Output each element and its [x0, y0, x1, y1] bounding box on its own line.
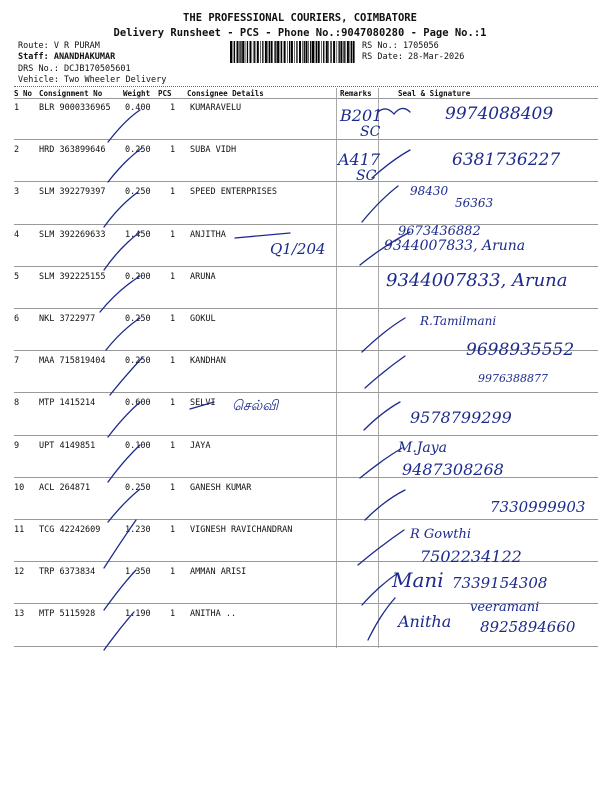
drs-number: DRS No.: DCJB170505601: [18, 64, 131, 74]
col-remarks: Remarks: [340, 89, 372, 98]
hw-r13-name: veeramani: [470, 600, 540, 615]
row-sno: 3: [14, 187, 20, 198]
row-consignee: JAYA: [190, 440, 211, 451]
row-pcs: 1: [170, 314, 176, 324]
col-consignee: Consignee Details: [187, 89, 264, 98]
hw-r4-phone: 9673436882: [398, 224, 481, 239]
row-consignee: ANJITHA: [190, 229, 226, 240]
hw-r2-phone: 6381736227: [452, 150, 561, 170]
hw-r4-note: Q1/204: [270, 240, 326, 258]
row-consignment-no: BLR 9000336965: [39, 103, 111, 113]
row-consignment-no: UPT 4149851: [39, 440, 96, 451]
hw-r10-phone: 7330999903: [490, 498, 586, 516]
row-consignment-no: MTP 5115928: [39, 609, 96, 620]
hw-r4-line2: 9344007833, Aruna: [384, 238, 526, 254]
row-weight: 0.250: [125, 187, 151, 198]
hw-r6-sign: R.Tamilmani: [420, 314, 497, 328]
row-weight: 1.190: [125, 609, 151, 620]
row-pcs: 1: [170, 482, 176, 493]
row-consignee: SELVI: [190, 398, 216, 409]
hw-r1-phone: 9974088409: [445, 104, 554, 124]
row-weight: 0.250: [125, 314, 151, 324]
row-pcs: 1: [170, 567, 176, 578]
row-weight: 1.230: [125, 525, 151, 535]
row-sno: 13: [14, 609, 25, 620]
row-consignee: GANESH KUMAR: [190, 482, 252, 493]
row-consignment-no: HRD 363899646: [39, 145, 106, 156]
row-sno: 8: [14, 398, 20, 409]
row-sno: 6: [14, 314, 20, 324]
row-pcs: 1: [170, 609, 176, 620]
row-consignment-no: SLM 392225155: [39, 271, 106, 282]
col-weight: Weight: [123, 89, 151, 98]
row-pcs: 1: [170, 187, 176, 198]
row-consignee: VIGNESH RAVICHANDRAN: [190, 525, 293, 535]
row-consignee: SPEED ENTERPRISES: [190, 187, 277, 198]
route-text: Route: V R PURAM: [18, 41, 100, 51]
row-consignment-no: TCG 42242609: [39, 525, 101, 535]
row-consignee: ANITHA ..: [190, 609, 237, 620]
hw-r13-phone: 8925894660: [480, 618, 576, 636]
row-sno: 7: [14, 356, 20, 367]
hw-r13-sign: Anitha: [398, 612, 452, 631]
hw-r3-phone-a: 98430: [410, 184, 449, 198]
hw-r2-code: A417: [338, 150, 381, 169]
row-weight: 0.200: [125, 271, 151, 282]
col-pcs: PCS: [158, 89, 172, 98]
row-consignee: AMMAN ARISI: [190, 567, 247, 578]
row-consignment-no: NKL 3722977: [39, 314, 96, 324]
row-consignee: SUBA VIDH: [190, 145, 237, 156]
hw-r1-code: B201: [340, 106, 383, 125]
row-sno: 1: [14, 103, 20, 113]
hw-r5-phone: 9344007833, Aruna: [386, 270, 568, 291]
row-consignment-no: SLM 392279397: [39, 187, 106, 198]
vehicle-text: Vehicle: Two Wheeler Delivery: [18, 75, 167, 85]
hw-r9-phone: 9487308268: [402, 460, 504, 479]
col-seal: Seal & Signature: [398, 89, 471, 98]
hw-r8-name: செல்வி: [232, 398, 279, 414]
staff-text: Staff: ANANDHAKUMAR: [18, 52, 116, 62]
row-pcs: 1: [170, 229, 176, 240]
row-weight: 0.400: [125, 103, 151, 113]
row-consignment-no: TRP 6373834: [39, 567, 96, 578]
row-sno: 12: [14, 567, 25, 578]
hw-r3-phone-b: 56363: [455, 196, 494, 210]
hw-r1-sc: SC: [360, 124, 381, 140]
row-consignee: ARUNA: [190, 271, 216, 282]
row-consignee: KANDHAN: [190, 356, 226, 367]
row-weight: 1.350: [125, 567, 151, 578]
row-consignment-no: MTP 1415214: [39, 398, 96, 409]
row-pcs: 1: [170, 356, 176, 367]
row-weight: 0.600: [125, 398, 151, 409]
row-pcs: 1: [170, 145, 176, 156]
row-weight: 1.450: [125, 229, 151, 240]
row-consignment-no: ACL 264871: [39, 482, 91, 493]
hw-r7-phone: 9698935552: [466, 340, 575, 360]
row-consignee: GOKUL: [190, 314, 216, 324]
hw-r2-sc: SC: [356, 168, 377, 184]
row-pcs: 1: [170, 525, 176, 535]
row-sno: 9: [14, 440, 20, 451]
row-sno: 2: [14, 145, 20, 156]
row-weight: 0.250: [125, 356, 151, 367]
row-weight: 0.250: [125, 482, 151, 493]
col-sno: S No: [14, 89, 33, 98]
row-weight: 0.250: [125, 145, 151, 156]
row-sno: 10: [14, 482, 25, 493]
hw-r11-phone: 7502234122: [420, 547, 522, 566]
row-sno: 4: [14, 229, 20, 240]
hw-r11-sign: R Gowthi: [410, 527, 472, 542]
rs-number: RS No.: 1705056: [362, 41, 439, 51]
row-consignment-no: SLM 392269633: [39, 229, 106, 240]
row-consignee: KUMARAVELU: [190, 103, 242, 113]
hw-r9-sign: M.Jaya: [398, 440, 447, 456]
hw-r8-phone: 9578799299: [410, 408, 512, 427]
row-pcs: 1: [170, 271, 176, 282]
row-pcs: 1: [170, 103, 176, 113]
hw-r7-line2: 9976388877: [478, 372, 548, 385]
company-title: THE PROFESSIONAL COURIERS, COIMBATORE: [183, 12, 417, 24]
row-sno: 11: [14, 525, 25, 535]
row-pcs: 1: [170, 398, 176, 409]
rs-date: RS Date: 28-Mar-2026: [362, 52, 465, 62]
hw-r12-phone: 7339154308: [452, 574, 548, 592]
col-consignment: Consignment No: [39, 89, 103, 98]
row-pcs: 1: [170, 440, 176, 451]
runsheet-subtitle: Delivery Runsheet - PCS - Phone No.:9047080280 - Page No.:1: [113, 27, 487, 39]
row-sno: 5: [14, 271, 20, 282]
row-consignment-no: MAA 715819404: [39, 356, 106, 367]
row-weight: 0.100: [125, 440, 151, 451]
hw-r12-sign: Mani: [392, 568, 444, 592]
